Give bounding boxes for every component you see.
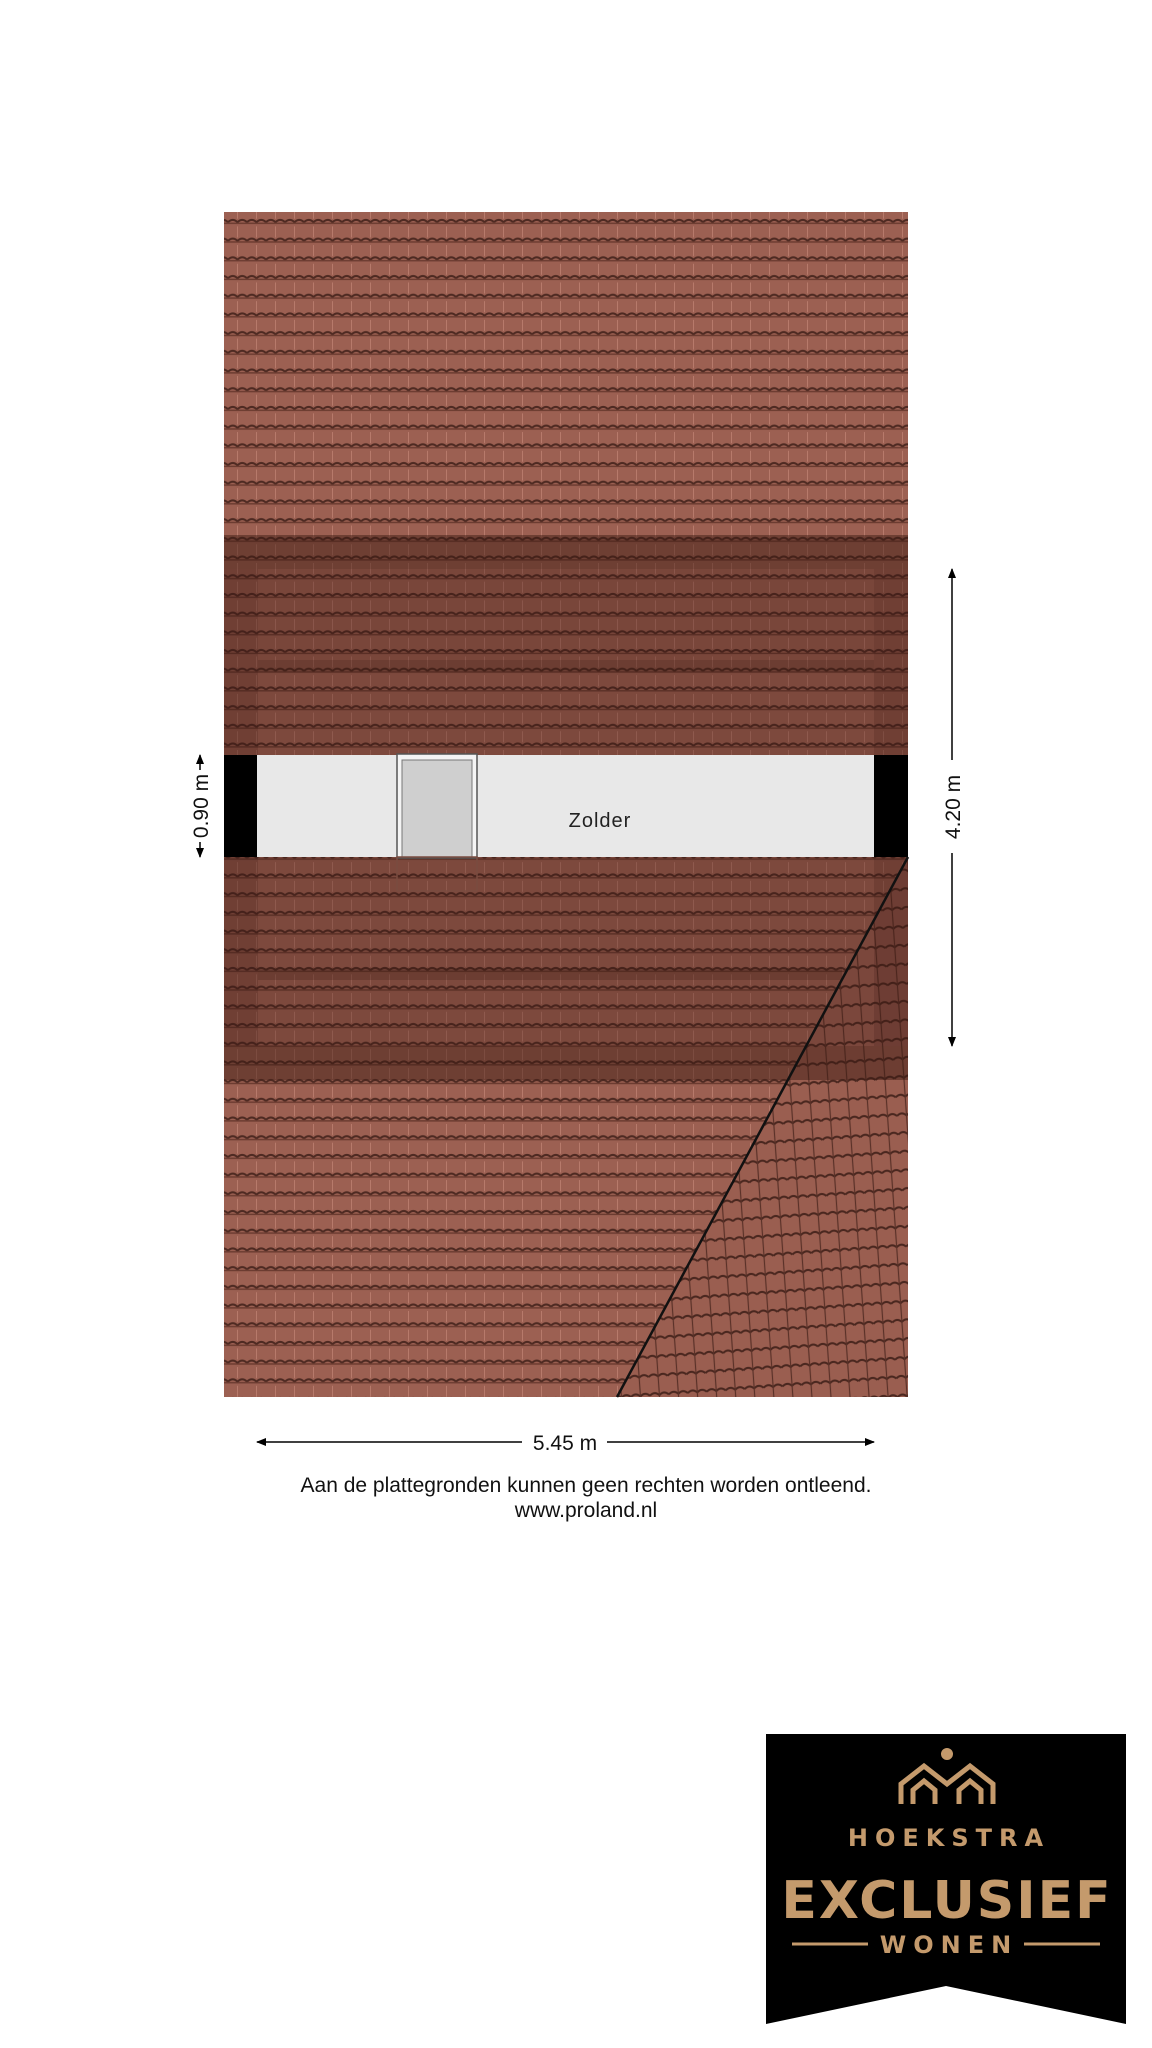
brand-logo — [766, 1734, 1126, 2024]
depth-dimension — [942, 569, 965, 1046]
room-floor — [256, 755, 875, 857]
clearance-label: 0.90 m — [190, 773, 213, 839]
clearance-dimension — [190, 755, 213, 857]
width-dimension — [257, 1432, 874, 1455]
logo-line-wonen: WONEN — [879, 1931, 1019, 1959]
website-text: www.proland.nl — [514, 1499, 658, 1522]
logo-line-hoekstra: HOEKSTRA — [847, 1824, 1051, 1852]
wall-right — [874, 755, 908, 857]
wall-left — [224, 755, 257, 857]
logo-line-exclusief: EXCLUSIEF — [781, 1871, 1113, 1931]
disclaimer-text: Aan de plattegronden kunnen geen rechten worden ontleend. — [300, 1474, 872, 1497]
room-label: Zolder — [568, 810, 632, 832]
width-label: 5.45 m — [532, 1432, 598, 1455]
depth-label: 4.20 m — [942, 774, 965, 840]
